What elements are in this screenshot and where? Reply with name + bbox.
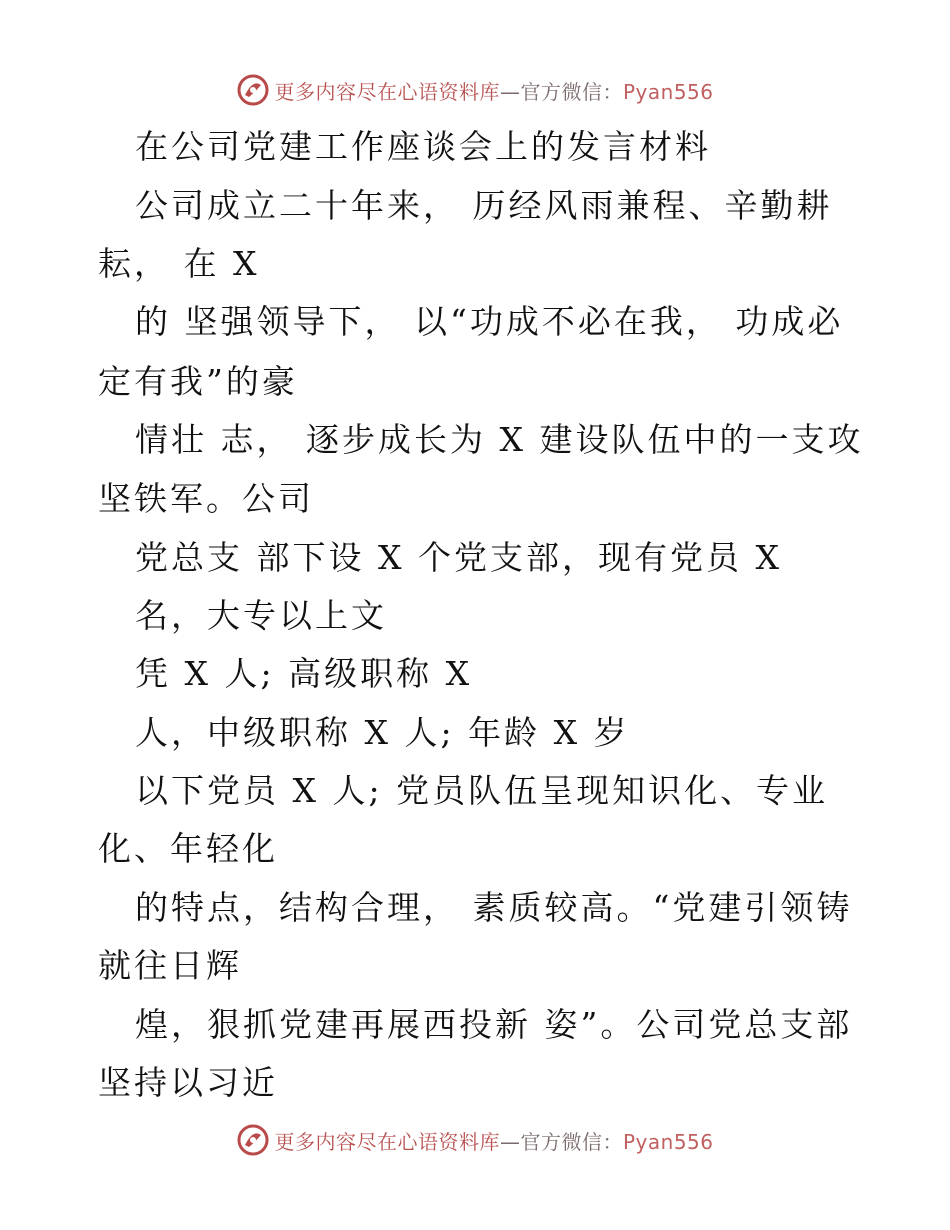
document-title: 在公司党建工作座谈会上的发言材料 bbox=[135, 127, 711, 166]
text-line: 耘， 在 X bbox=[98, 244, 260, 283]
banner-wechat-label: —官方微信： bbox=[499, 79, 623, 104]
banner-wechat-id: Pyan556 bbox=[622, 1129, 714, 1154]
banner-title: 更多内容尽在心语资料库 bbox=[274, 79, 500, 104]
text-line: 名，大专以上文 bbox=[135, 596, 387, 635]
text-line: 坚铁军。公司 bbox=[98, 479, 314, 518]
text-line: 党总支 部下设 X 个党支部，现有党员 X bbox=[135, 538, 782, 577]
text-line: 公司成立二十年来， 历经风雨兼程、辛勤耕 bbox=[135, 186, 833, 225]
text-line: 就往日辉 bbox=[98, 946, 242, 985]
text-line: 的特点，结构合理， 素质较高。“党建引领铸 bbox=[135, 888, 853, 927]
header-watermark bbox=[0, 70, 950, 110]
text-line: 人，中级职称 X 人; 年龄 X 岁 bbox=[135, 713, 630, 752]
banner-wechat-label: —官方微信： bbox=[499, 1129, 623, 1154]
text-line: 情壮 志， 逐步成长为 X 建设队伍中的一支攻 bbox=[135, 420, 864, 459]
text-line: 的 坚强领导下， 以“功成不必在我， 功成必 bbox=[135, 302, 844, 341]
text-line: 定有我”的豪 bbox=[98, 362, 298, 401]
banner-wechat-id: Pyan556 bbox=[622, 79, 714, 104]
logo-icon bbox=[236, 73, 270, 107]
text-line: 凭 X 人; 高级职称 X bbox=[135, 654, 473, 693]
footer-watermark bbox=[0, 1120, 950, 1160]
text-line: 坚持以习近 bbox=[98, 1063, 278, 1102]
text-line: 化、年轻化 bbox=[98, 829, 278, 868]
text-line: 以下党员 X 人; 党员队伍呈现知识化、专业 bbox=[135, 771, 829, 810]
banner-title: 更多内容尽在心语资料库 bbox=[274, 1129, 500, 1154]
logo-icon bbox=[236, 1123, 270, 1157]
text-line: 煌，狠抓党建再展西投新 姿”。公司党总支部 bbox=[135, 1005, 853, 1044]
